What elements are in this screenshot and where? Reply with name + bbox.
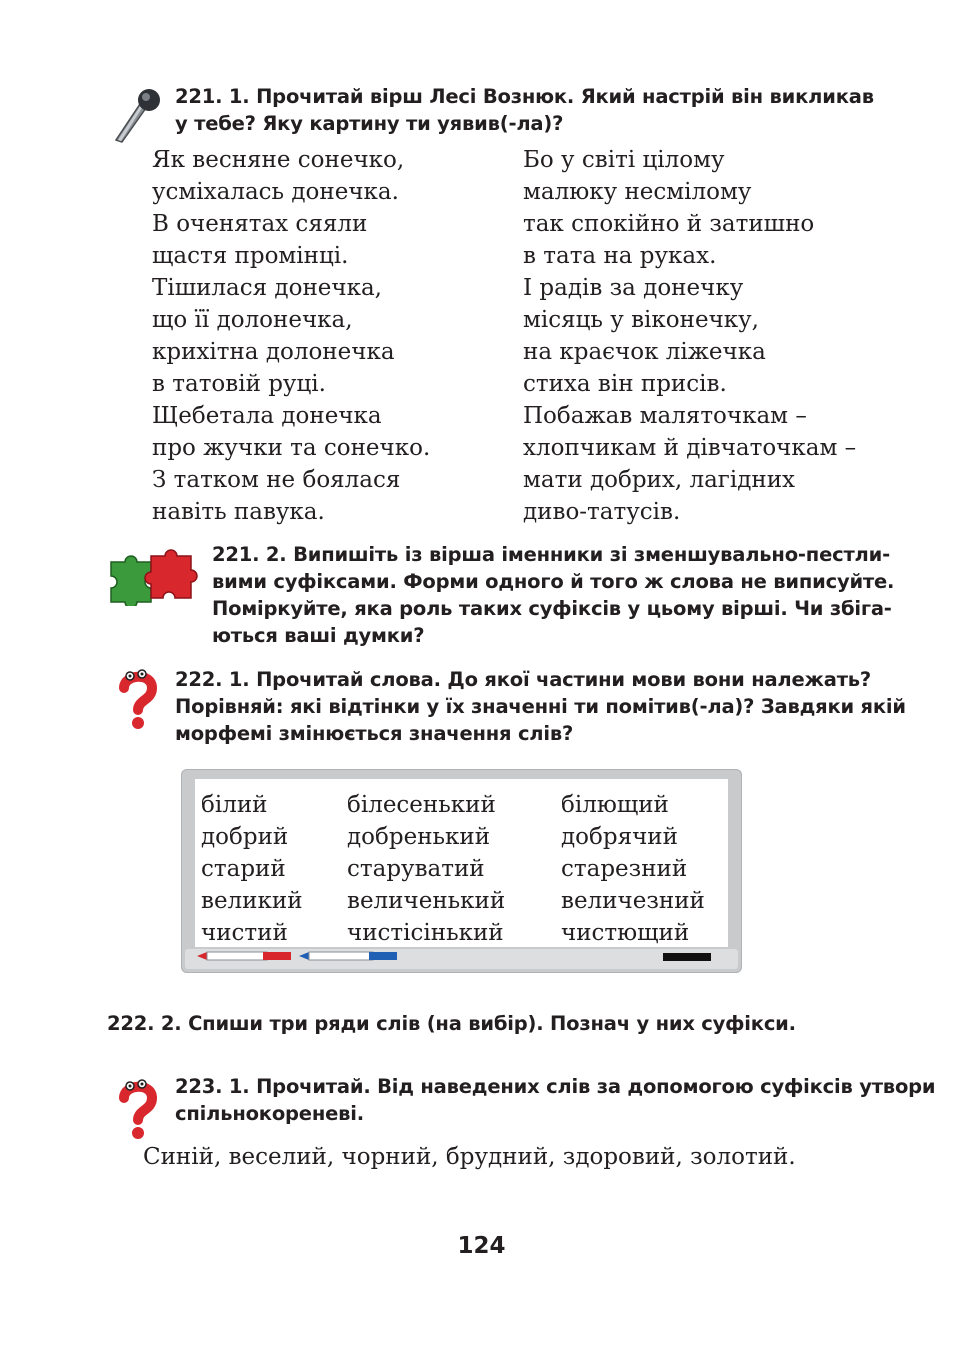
word: чистісінький [347,920,504,946]
poem-line: Бо у світі цілому [523,147,725,173]
poem-line: хлопчикам й дівчаточкам – [523,435,857,461]
word-list-sentence: Синій, веселий, чорний, брудний, здоровий, золотий. [143,1144,796,1170]
word: добренький [347,824,491,850]
word-column-1 [201,789,303,949]
task-221-2: 221. 2. Випишіть із вірша іменники зі зменшувально-пестли- вими суфіксами. Форми одного й того ж слова не виписуйте. Поміркуйте, яка роль таких суфіксів у цьому вірші. Чи збіга- ються ваші думки? [212,543,895,647]
marker-icon [197,949,297,963]
task-222-2: 222. 2. Спиши три ряди слів (на вибір). Познач у них суфікси. [107,1012,796,1035]
word: білий [201,792,268,818]
task-223-1: 223. 1. Прочитай. Від наведених слів за допомогою суфіксів утвори спільнокореневі. [175,1075,936,1125]
poem-right-column [523,144,856,528]
word: чистий [201,920,288,946]
word: старуватий [347,856,485,882]
word-column-2 [347,789,505,949]
word-column-3 [561,789,705,949]
question-mark-icon [112,668,162,730]
word: величезний [561,888,705,914]
word: старий [201,856,286,882]
word: великий [201,888,303,914]
poem-line: в татовій руці. [152,371,326,397]
question-mark-icon [112,1078,162,1140]
poem-line: усміхалась донечка. [152,179,399,205]
poem-line: про жучки та сонечко. [152,435,431,461]
puzzle-icon [107,548,199,606]
marker-icon [299,949,403,963]
word: добрячий [561,824,678,850]
poem-line: так спокійно й затишно [523,211,815,237]
whiteboard-surface [195,779,728,947]
poem-line: Тішилася донечка, [152,275,382,301]
poem-line: Щебетала донечка [152,403,382,429]
poem-line: диво-татусів. [523,499,681,525]
poem-line: З татком не боялася [152,467,401,493]
word: білесенький [347,792,496,818]
word: величенький [347,888,506,914]
word: чистющий [561,920,690,946]
poem-line: щастя промінці. [152,243,349,269]
poem-line: І радів за донечку [523,275,744,301]
page-number: 124 [457,1233,506,1259]
whiteboard [181,769,742,973]
poem-line: на краєчок ліжечка [523,339,766,365]
word: добрий [201,824,289,850]
poem-line: що її долонечка, [152,307,353,333]
poem-line: Побажав маляточкам – [523,403,807,429]
task-221-1: 221. 1. Прочитай вірш Лесі Вознюк. Який настрій він викликав у тебе? Яку картину ти уявив(-ла)? [175,85,874,135]
poem-line: мати добрих, лагідних [523,467,795,493]
task-222-1: 222. 1. Прочитай слова. До якої частини мови вони належать? Порівняй: які відтінки у їх значенні ти помітив(-ла)? Завдяки якій морфемі змінюється значення слів? [175,668,906,745]
poem-line: в тата на руках. [523,243,717,269]
poem-line: навіть павука. [152,499,325,525]
poem-line: місяць у віконечку, [523,307,759,333]
poem-line: стиха він присів. [523,371,727,397]
word: білющий [561,792,669,818]
word: старезний [561,856,688,882]
poem-left-column [152,144,430,528]
eraser [663,953,711,961]
poem-line: Як весняне сонечко, [152,147,405,173]
poem-line: крихітна долонечка [152,339,395,365]
poem-line: В оченятах сяяли [152,211,368,237]
poem-line: малюку несмілому [523,179,752,205]
microphone-icon [108,84,164,144]
